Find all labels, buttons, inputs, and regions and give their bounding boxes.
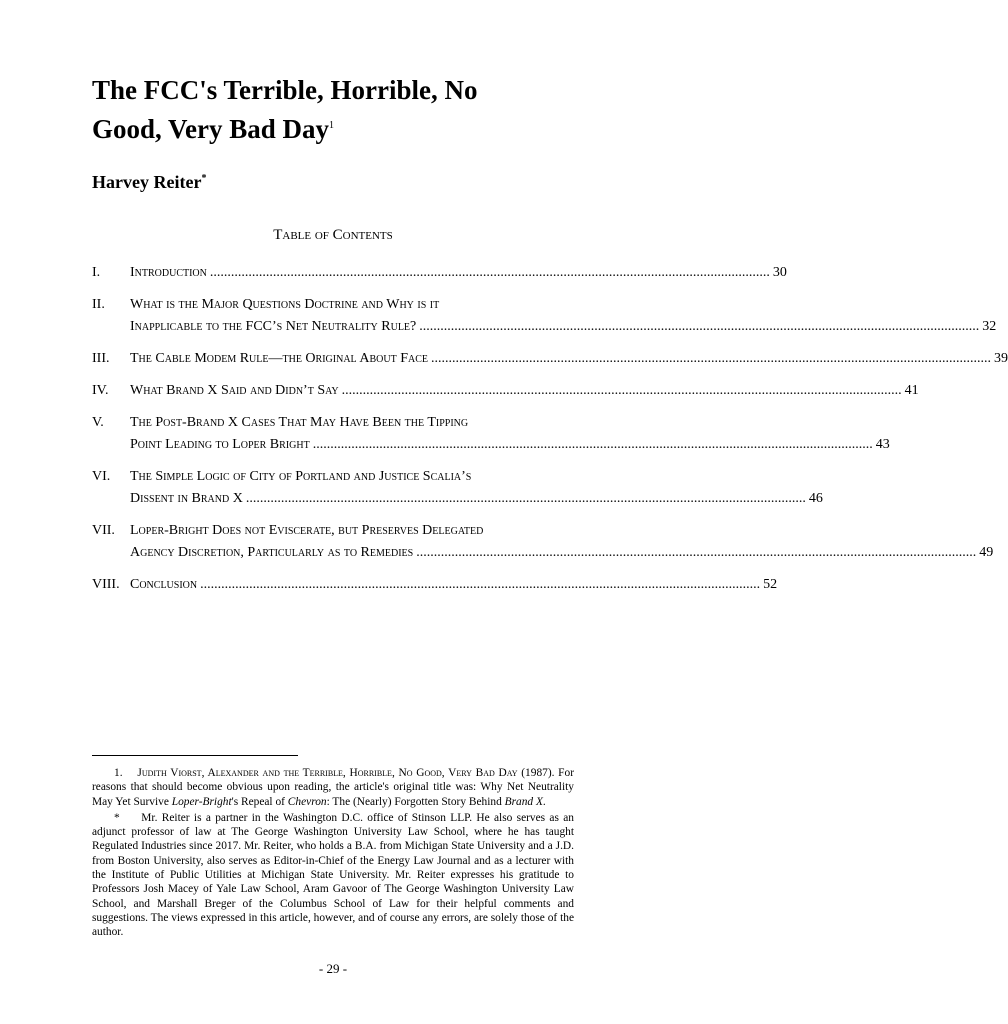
- toc-entry-number: I.: [92, 265, 101, 280]
- footnote-1-text-c: : The (Nearly) Forgotten Story Behind: [326, 795, 505, 808]
- toc-entry-title: What Brand X Said and Didn’t Say: [130, 383, 339, 398]
- toc-entry-page: 52: [763, 577, 778, 592]
- toc-entry[interactable]: [92, 262, 787, 284]
- toc-entry-page: 41: [904, 383, 919, 398]
- table-of-contents: [92, 262, 1008, 606]
- toc-leader-dots: [210, 262, 770, 284]
- footnote-author-text: Mr. Reiter is a partner in the Washington D.C. office of Stinson LLP. He also serves as an adjunct professor of law at The George Washington University Law School, where he has taught Regulated Industries since 2017. Mr. Reiter, who holds a B.A. from Michigan State University and a J.D. from Boston University, also serves as Editor-in-Chief of the Energy Law Journal and as a lecturer with the Institute of Public Utilities at Michigan State University. Mr. Reiter expresses his gratitude to Professors Josh Macey of Yale Law School, Aram Gavoor of The George Washington University Law School, and Marshall Breger of the Columbus School of Law for their helpful comments and suggestions. The views expressed in this article, however, and of course any errors, are solely those of the author.: [92, 811, 574, 939]
- toc-entry-number: IV.: [92, 383, 109, 398]
- footnote-1-text-d: .: [542, 795, 546, 808]
- toc-entry[interactable]: [92, 348, 1008, 370]
- toc-entry-title: Conclusion: [130, 577, 198, 592]
- author-name: Harvey Reiter: [92, 172, 202, 192]
- toc-entry[interactable]: [92, 412, 890, 456]
- footnote-1-italic-b: Chevron: [287, 795, 327, 808]
- footnote-author: [92, 811, 574, 940]
- toc-entry-title-cont: Inapplicable to the FCC’s Net Neutrality Rule?: [130, 319, 417, 334]
- toc-entry-number: VII.: [92, 523, 115, 538]
- footnote-1-italic-c: Brand X: [504, 795, 543, 808]
- toc-leader-dots: [313, 434, 873, 456]
- toc-entry-title: The Simple Logic of City of Portland and Justice Scalia’s: [130, 469, 472, 484]
- footnote-1-italic-a: Loper-Bright: [171, 795, 232, 808]
- toc-heading: Table of Contents: [273, 227, 393, 243]
- toc-entry-title: The Cable Modem Rule—the Original About Face: [130, 351, 428, 366]
- author-byline: [92, 172, 206, 193]
- title-footnote-mark[interactable]: 1: [329, 120, 335, 131]
- toc-entry-title: The Post-Brand X Cases That May Have Been the Tipping: [130, 415, 469, 430]
- author-footnote-mark[interactable]: *: [201, 173, 207, 184]
- toc-entry[interactable]: [92, 574, 778, 596]
- toc-entry-title-cont: Agency Discretion, Particularly as to Remedies: [130, 545, 414, 560]
- toc-entry-page: 49: [979, 545, 994, 560]
- footnote-1: [92, 766, 574, 809]
- article-title: [92, 72, 572, 147]
- toc-entry-number: III.: [92, 351, 110, 366]
- toc-entry[interactable]: [92, 466, 823, 510]
- toc-entry-number: VI.: [92, 469, 111, 484]
- toc-entry-page: 46: [808, 491, 823, 506]
- toc-entry-title: Introduction: [130, 265, 207, 280]
- toc-entry-number: VIII.: [92, 577, 120, 592]
- toc-leader-dots: [431, 348, 991, 370]
- toc-entry[interactable]: [92, 380, 919, 402]
- toc-entry-number: II.: [92, 297, 105, 312]
- toc-entry[interactable]: [92, 520, 994, 564]
- footnote-1-text-a: (1987). For reasons that should become obvious upon reading, the article's original title was: Why Net Neutrality May Yet Survive: [92, 767, 575, 808]
- footnote-author-mark: *: [114, 811, 120, 824]
- footnotes: [92, 766, 574, 942]
- footnote-1-citation: Judith Viorst, Alexander and the Terrible, Horrible, No Good, Very Bad Day: [137, 767, 518, 779]
- toc-entry-number: V.: [92, 415, 104, 430]
- page-number: - 29 -: [318, 961, 348, 976]
- toc-leader-dots: [342, 380, 902, 402]
- toc-entry-page: 30: [772, 265, 787, 280]
- toc-entry-title-cont: Point Leading to Loper Bright: [130, 437, 310, 452]
- toc-leader-dots: [416, 542, 976, 564]
- toc-entry-page: 32: [982, 319, 997, 334]
- footnote-1-number: 1.: [114, 767, 123, 779]
- footnote-1-text-b: 's Repeal of: [231, 795, 288, 808]
- toc-entry-title: What is the Major Questions Doctrine and Why is it: [130, 297, 440, 312]
- toc-entry-title: Loper-Bright Does not Eviscerate, but Preserves Delegated: [130, 523, 484, 538]
- toc-entry-page: 43: [875, 437, 890, 452]
- toc-leader-dots: [419, 316, 979, 338]
- title-line-1: The FCC's Terrible, Horrible, No: [92, 75, 478, 105]
- toc-entry-page: 39: [994, 351, 1008, 366]
- title-line-2: Good, Very Bad Day: [92, 114, 330, 144]
- toc-leader-dots: [200, 574, 760, 596]
- toc-entry[interactable]: [92, 294, 997, 338]
- footnote-divider: [92, 755, 298, 756]
- toc-leader-dots: [246, 488, 806, 510]
- toc-entry-title-cont: Dissent in Brand X: [130, 491, 243, 506]
